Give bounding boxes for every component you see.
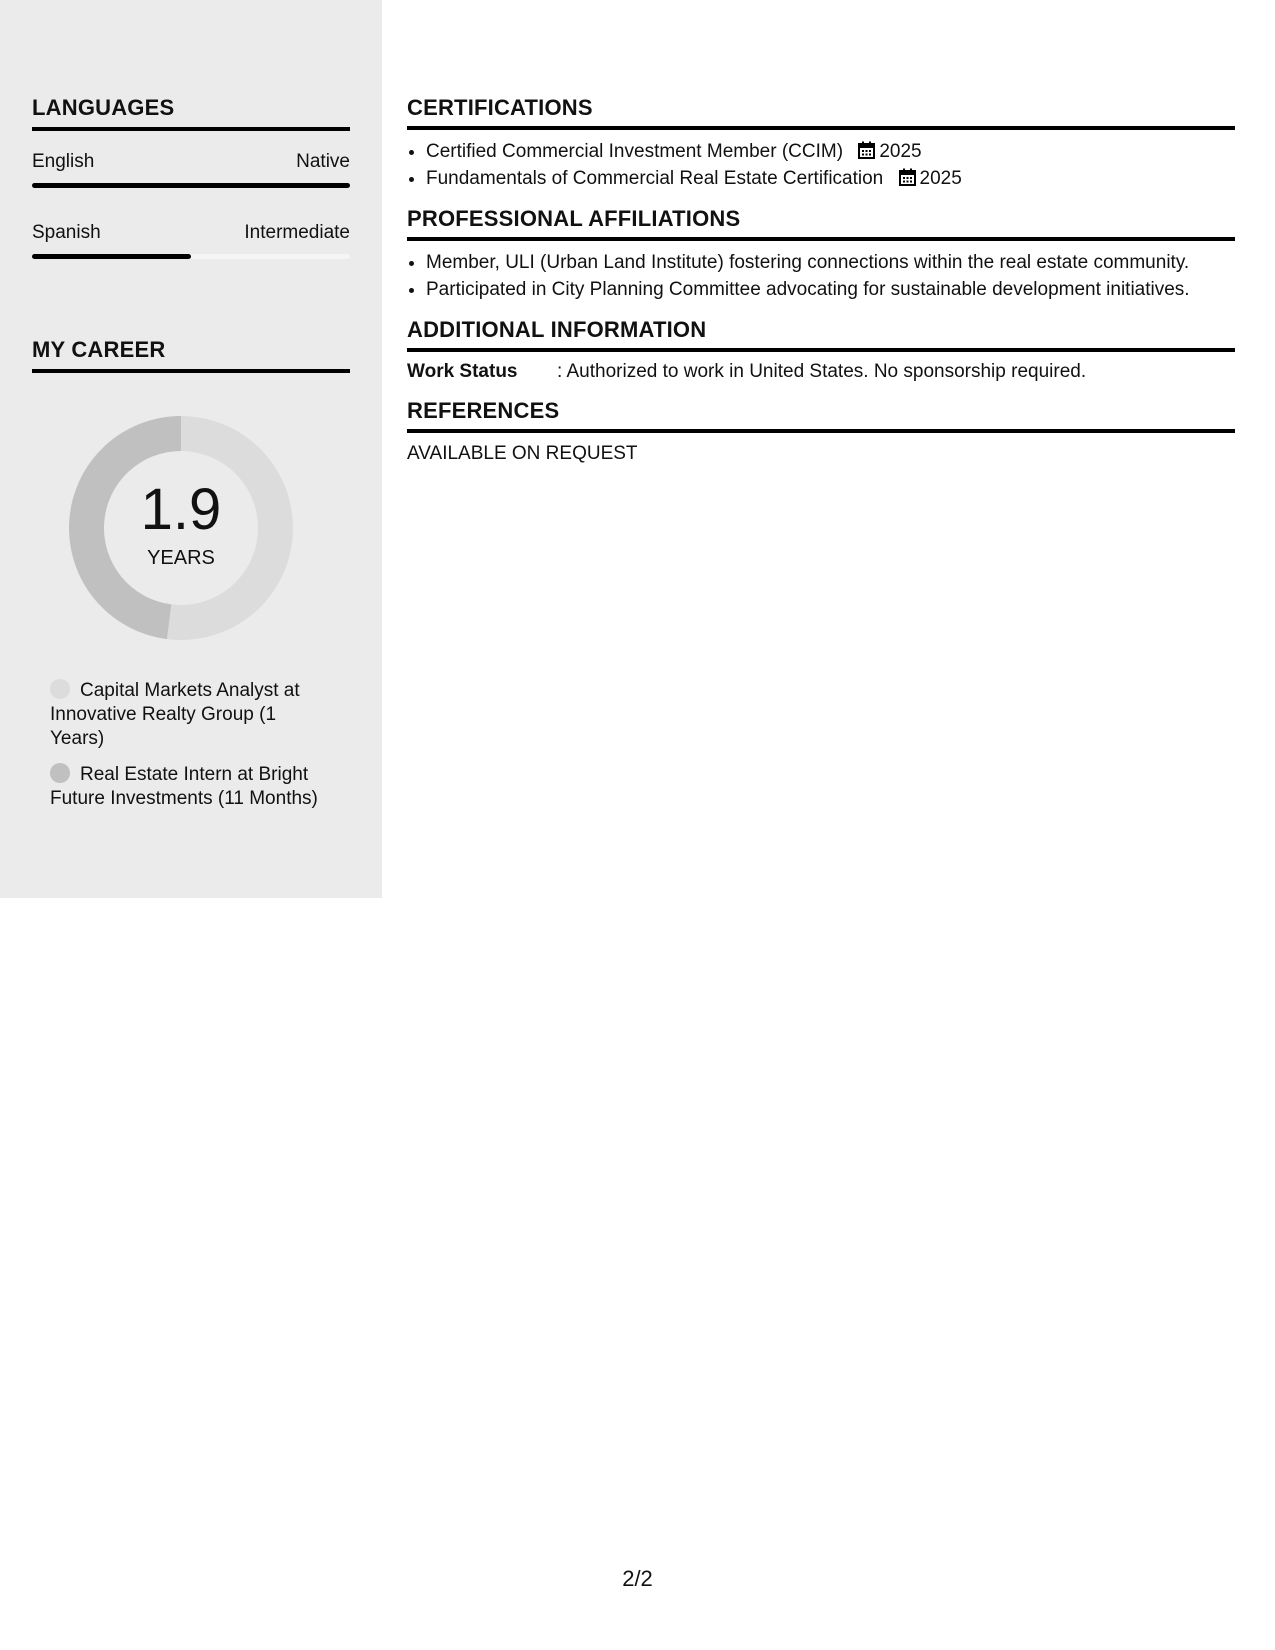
language-proficiency-bar (32, 254, 350, 259)
language-level: Native (296, 151, 350, 172)
certification-year: 2025 (879, 141, 922, 162)
additional-info-heading: ADDITIONAL INFORMATION (407, 317, 1235, 352)
language-item-spanish (32, 222, 350, 259)
language-proficiency-fill (32, 254, 191, 259)
certification-name: Fundamentals of Commercial Real Estate Certification (426, 168, 884, 189)
certification-name: Certified Commercial Investment Member (CCIM) (426, 141, 844, 162)
languages-section (32, 95, 350, 259)
affiliations-heading: PROFESSIONAL AFFILIATIONS (407, 206, 1235, 241)
work-status-row (407, 360, 1235, 384)
certification-item (426, 138, 1235, 165)
career-total-unit: YEARS (147, 547, 215, 569)
career-donut-chart (66, 413, 296, 643)
career-entry-label: Capital Markets Analyst at Innovative Realty Group (1 Years) (50, 680, 300, 749)
certifications-list (426, 138, 1235, 192)
sidebar (0, 0, 382, 898)
references-text: AVAILABLE ON REQUEST (407, 443, 638, 464)
language-item-english (32, 151, 350, 188)
legend-dot (50, 763, 70, 783)
languages-heading: LANGUAGES (32, 95, 350, 131)
work-status-label: Work Status (407, 361, 518, 382)
donut-center (66, 413, 296, 643)
language-level: Intermediate (244, 222, 350, 243)
career-heading: MY CAREER (32, 337, 350, 373)
certification-year: 2025 (919, 168, 962, 189)
affiliations-section (407, 206, 1235, 303)
calendar-icon (899, 168, 916, 186)
affiliation-item: • Participated in City Planning Committee advocating for sustainable development initiatives. (426, 276, 1235, 303)
affiliation-item: • Member, ULI (Urban Land Institute) fostering connections within the real estate community. (426, 249, 1235, 276)
certifications-section (407, 95, 1235, 192)
main-content (407, 95, 1235, 465)
additional-info-section (407, 317, 1235, 384)
language-name: English (32, 151, 95, 172)
career-legend (50, 679, 322, 811)
certifications-heading: CERTIFICATIONS (407, 95, 1235, 130)
legend-dot (50, 679, 70, 699)
certification-date (899, 168, 962, 189)
language-proficiency-fill (32, 183, 350, 188)
certification-item (426, 165, 1235, 192)
career-legend-item (50, 679, 322, 751)
references-heading: REFERENCES (407, 398, 1235, 433)
references-section (407, 398, 1235, 465)
certification-date (858, 141, 921, 162)
language-proficiency-bar (32, 183, 350, 188)
career-entry-label: Real Estate Intern at Bright Future Investments (11 Months) (50, 764, 318, 809)
work-status-value: : Authorized to work in United States. No sponsorship required. (557, 361, 1087, 382)
career-total-years: 1.9 (140, 477, 222, 542)
affiliations-list (426, 249, 1235, 303)
sidebar-content (32, 95, 350, 823)
career-legend-item (50, 763, 322, 811)
career-section (32, 337, 350, 811)
page-number: 2/2 (622, 1566, 653, 1591)
calendar-icon (858, 141, 875, 159)
language-name: Spanish (32, 222, 101, 243)
